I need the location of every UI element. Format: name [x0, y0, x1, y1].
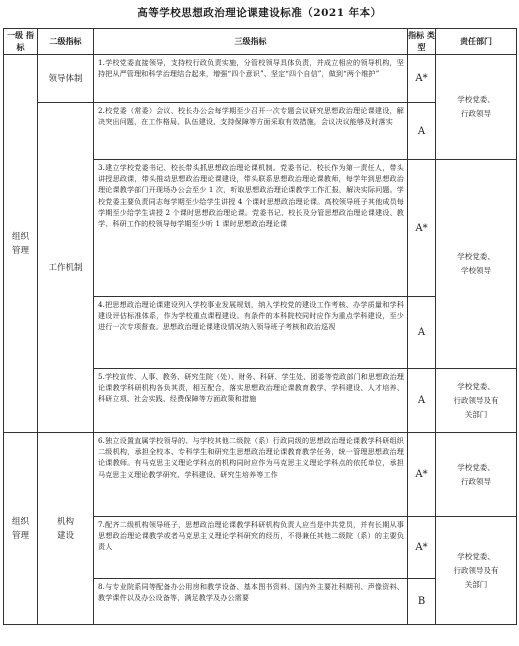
indicator-cell: 8.与专业院系同等配备办公用房和教学设备、基本图书资料、国内外主要社科期刊、声像资料、教学课件以及办公设备等，满足教学及办公需要 [94, 579, 408, 625]
header-dept: 责任部门 [436, 29, 517, 55]
type-cell: A* [408, 160, 436, 297]
type-cell: A [408, 103, 436, 160]
type-cell: A* [408, 55, 436, 103]
dept-cell: 学校党委、 行政领导 [436, 433, 517, 517]
level2-cell: 领导体制 [38, 55, 94, 103]
indicator-cell: 5.学校宣传、人事、教务、研究生院（处）、财务、科研、学生处、团委等党政部门和思想政治理论课教学科研机构各负其责，相互配合，落实思想政治理论课教育教学、学科建设、人才培养、科研立项、社会实践、经费保障等方面政策和措施 [94, 369, 408, 433]
indicator-cell: 3.建立学校党委书记、校长带头抓思想政治理论课机制。党委书记、校长作为第一责任人，带头讲授思政课，带头推动思想政治理论课建设，带头联系思想政治理论课教师，每学年到思想政治理论课教学部门开现场办公会至少 1 次，听取思想政治理论课教学工作汇报，解决实际问题。学校党委主要负责同志每学期至少给学生讲授 4 个课时思想政治理论课。高校领导班子其他成员每学期至少给学生讲授 2 个课时思想政治理论课。党委书记、校长及分管思想政治理论课建设、教学、科研工作的校领导每学期至少听 1 课时思想政治理论课 [94, 160, 408, 297]
level1-cell: 组织 管理 [4, 55, 38, 433]
type-cell: A* [408, 433, 436, 517]
level2-cell: 机构 建设 [38, 433, 94, 625]
indicator-cell: 4.把思想政治理论课建设列入学校事业发展规划，纳入学校党的建设工作考核、办学质量和学科建设评估标准体系，作为学校重点课程建设。有条件的本科院校同时应作为重点学科建设，至少进行一次专项督查。思想政治理论课建设情况纳入领导班子考核和政治巡视 [94, 297, 408, 369]
standards-table [3, 28, 517, 625]
table-row [4, 55, 517, 103]
dept-cell: 学校党委、 行政领导及有 关部门 [436, 517, 517, 625]
header-level1: 一级 指标 [4, 29, 38, 55]
header-level2: 二级指标 [38, 29, 94, 55]
type-cell: B [408, 579, 436, 625]
type-cell: A [408, 369, 436, 433]
header-type: 指标 类型 [408, 29, 436, 55]
type-cell: A [408, 297, 436, 369]
dept-cell: 学校党委、 行政领导及有 关部门 [436, 369, 517, 433]
table-row [4, 433, 517, 517]
dept-cell: 学校党委、 学校领导 [436, 160, 517, 369]
type-cell: A* [408, 517, 436, 579]
page-title: 高等学校思想政治理论课建设标准（2021 年本） [137, 7, 382, 19]
indicator-cell: 2.校党委（常委）会议、校长办公会每学期至少召开一次专题会议研究思想政治理论课建设，解决突出问题，在工作格局、队伍建设、支持保障等方面采取有效措施，会议决议能够及时落实 [94, 103, 408, 160]
header-level3: 三级指标 [94, 29, 408, 55]
indicator-cell: 6.独立设置直属学校领导的、与学校其他二级院（系）行政同级的思想政治理论课教学科研组织二级机构，承担全校本、专科学生和研究生思想政治理论课教育教学任务，统一管理思想政治理论课教师。有马克思主义理论学科点的机构同时应作为马克思主义理论学科点的依托单位，承担马克思主义理论教学研究、学科建设、研究生培养等工作 [94, 433, 408, 517]
level1-cell: 组织 管理 [4, 433, 38, 625]
level2-cell: 工作机制 [38, 103, 94, 433]
indicator-cell: 7.配齐二级机构领导班子，思想政治理论课教学科研机构负责人应当是中共党员，并有长期从事思想政治理论课教学或者马克思主义理论学科研究的经历，不得兼任其他二级院（系）的主要负责人 [94, 517, 408, 579]
indicator-cell: 1.学校党委直接领导，支持校行政负责实施，分管校领导具体负责，并成立相应的领导机构，坚持把从严管理和科学治理结合起来，增强“四个意识”、坚定“四个自信”，做到“两个维护” [94, 55, 408, 103]
table-header-row [4, 29, 517, 55]
dept-cell: 学校党委、 行政领导 [436, 55, 517, 160]
